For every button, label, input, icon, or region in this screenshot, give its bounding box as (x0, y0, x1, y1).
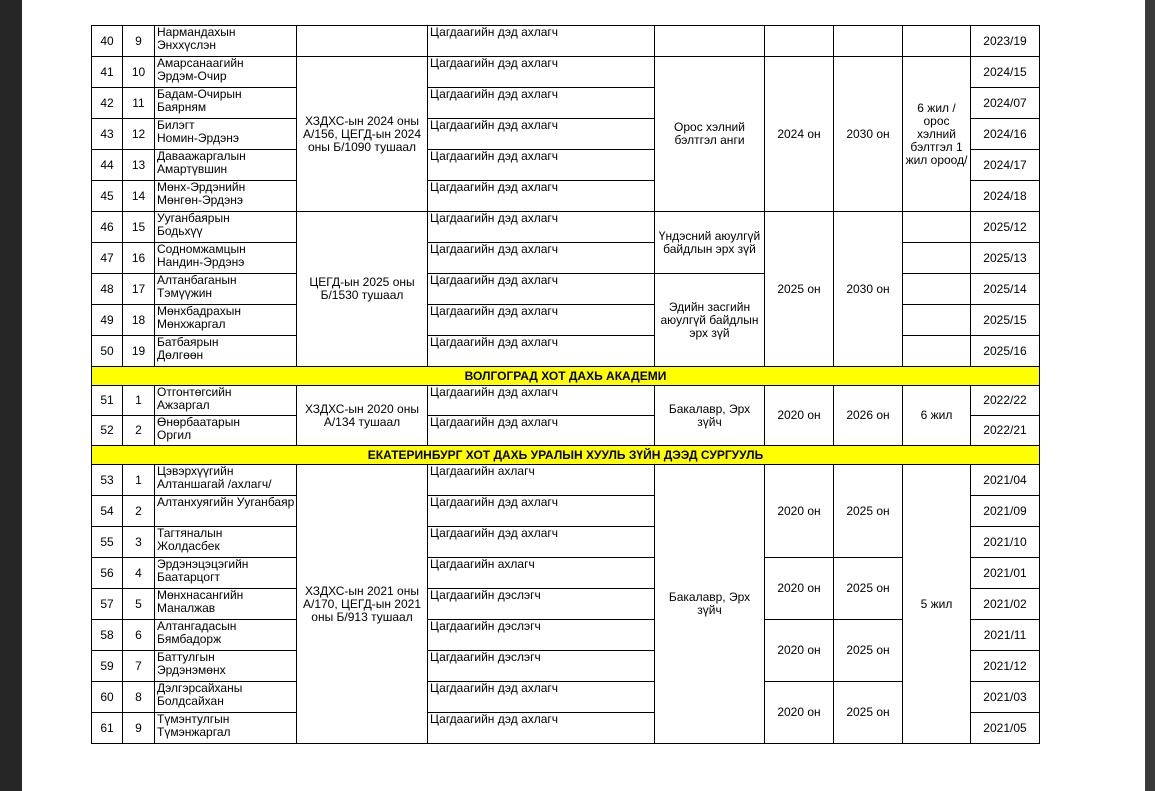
document-page (22, 0, 1145, 791)
section-ekaterinburg: ЕКАТЕРИНБУРГ ХОТ ДАХЬ УРАЛЫН ХУУЛЬ ЗҮЙН ДЭЭД СУРГУУЛЬ (92, 446, 1040, 465)
section-header (92, 367, 1040, 386)
student-name (155, 496, 297, 527)
student-name (155, 181, 297, 212)
name-line: Баярням (157, 100, 207, 114)
name-line: Эрдэм-Очир (157, 69, 227, 83)
row-number: 43 (92, 119, 123, 150)
program-ekaterinburg: Бакалавр, Эрх зүйч (655, 465, 765, 744)
code-cell: 2024/18 (971, 181, 1040, 212)
name-line: Болдсайхан (157, 694, 224, 708)
name-line: Түмэнтулгын (157, 712, 230, 726)
name-line: Нандин-Эрдэнэ (157, 255, 245, 269)
end-2025: 2030 он (834, 212, 903, 367)
name-line: Мөнхбадрахын (157, 304, 242, 318)
student-name (155, 620, 297, 651)
duration-cell (903, 274, 971, 305)
rank-cell: Цагдаагийн дэд ахлагч (428, 713, 655, 744)
program-2025-b: Эдийн засгийн аюулгүй байдлын эрх зүй (655, 274, 765, 367)
group-index: 7 (123, 651, 155, 682)
viewer-scrollbar[interactable] (1145, 0, 1155, 791)
student-name (155, 119, 297, 150)
rank-cell: Цагдаагийн дэслэгч (428, 651, 655, 682)
group-index: 18 (123, 305, 155, 336)
row-number: 47 (92, 243, 123, 274)
group-index: 11 (123, 88, 155, 119)
row-number: 40 (92, 26, 123, 57)
rank-cell: Цагдаагийн дэд ахлагч (428, 212, 655, 243)
code-cell: 2024/17 (971, 150, 1040, 181)
row-number: 55 (92, 527, 123, 558)
code-cell: 2024/16 (971, 119, 1040, 150)
group-index: 6 (123, 620, 155, 651)
table-row (92, 465, 1040, 496)
name-line: Мөнхжаргал (157, 317, 226, 331)
start-ekaterinburg: 2020 он (765, 620, 834, 682)
start-cell (765, 26, 834, 57)
student-name (155, 243, 297, 274)
code-cell: 2021/11 (971, 620, 1040, 651)
group-index: 2 (123, 416, 155, 446)
name-line: Батбаярын (157, 335, 219, 349)
student-name (155, 57, 297, 88)
decree-ekaterinburg: ХЗДХС-ын 2021 оны А/170, ЦЕГД-ын 2021 оны Б/913 тушаал (297, 465, 428, 744)
end-ekaterinburg: 2025 он (834, 620, 903, 682)
name-line: Жолдасбек (157, 539, 220, 553)
code-cell: 2021/05 (971, 713, 1040, 744)
rank-cell: Цагдаагийн дэд ахлагч (428, 274, 655, 305)
row-number: 50 (92, 336, 123, 367)
group-index: 16 (123, 243, 155, 274)
table-row (92, 682, 1040, 713)
group-index: 13 (123, 150, 155, 181)
start-ekaterinburg: 2020 он (765, 558, 834, 620)
student-table (91, 25, 1040, 744)
student-name (155, 305, 297, 336)
duration-cell (903, 212, 971, 243)
rank-cell: Цагдаагийн дэслэгч (428, 589, 655, 620)
code-cell: 2021/10 (971, 527, 1040, 558)
row-number: 44 (92, 150, 123, 181)
row-number: 57 (92, 589, 123, 620)
group-index: 19 (123, 336, 155, 367)
section-header (92, 446, 1040, 465)
name-line: Билэгт (157, 118, 195, 132)
student-name (155, 527, 297, 558)
name-line: Дэлгэрсайханы (157, 681, 243, 695)
code-cell: 2021/03 (971, 682, 1040, 713)
student-name (155, 651, 297, 682)
table-row (92, 57, 1040, 88)
decree-volgograd: ХЗДХС-ын 2020 оны А/134 тушаал (297, 386, 428, 446)
group-index: 8 (123, 682, 155, 713)
name-line: Мөнгөн-Эрдэнэ (157, 193, 244, 207)
start-ekaterinburg: 2020 он (765, 682, 834, 744)
name-line: Ажзаргал (157, 398, 210, 412)
row-number: 53 (92, 465, 123, 496)
row-number: 58 (92, 620, 123, 651)
rank-cell: Цагдаагийн дэд ахлагч (428, 243, 655, 274)
name-line: Бадам-Очирын (157, 87, 242, 101)
name-line: Алтанхуягийн Ууганбаяр (157, 495, 295, 509)
name-line: Бодьхүү (157, 224, 203, 238)
name-line: Эрдэнэмөнх (157, 663, 226, 677)
duration-volgograd: 6 жил (903, 386, 971, 446)
decree-2024: ХЗДХС-ын 2024 оны А/156, ЦЕГД-ын 2024 оны Б/1090 тушаал (297, 57, 428, 212)
rank-cell: Цагдаагийн ахлагч (428, 558, 655, 589)
group-index: 1 (123, 465, 155, 496)
rank-cell: Цагдаагийн дэд ахлагч (428, 336, 655, 367)
duration-cell (903, 243, 971, 274)
rank-cell: Цагдаагийн дэд ахлагч (428, 88, 655, 119)
name-line: Баатарцогт (157, 570, 220, 584)
group-index: 9 (123, 26, 155, 57)
name-line: Цэвэрхүүгийн (157, 464, 234, 478)
student-name (155, 713, 297, 744)
start-volgograd: 2020 он (765, 386, 834, 446)
rank-cell: Цагдаагийн дэслэгч (428, 620, 655, 651)
name-line: Баттулгын (157, 650, 215, 664)
program-2025-a: Үндэсний аюулгүй байдлын эрх зүй (655, 212, 765, 274)
program-cell (655, 26, 765, 57)
student-name (155, 589, 297, 620)
group-index: 4 (123, 558, 155, 589)
duration-cell (903, 26, 971, 57)
group-index: 9 (123, 713, 155, 744)
row-number: 45 (92, 181, 123, 212)
decree-2025: ЦЕГД-ын 2025 оны Б/1530 тушаал (297, 212, 428, 367)
code-cell: 2022/22 (971, 386, 1040, 416)
section-volgograd: ВОЛГОГРАД ХОТ ДАХЬ АКАДЕМИ (92, 367, 1040, 386)
row-number: 41 (92, 57, 123, 88)
rank-cell: Цагдаагийн дэд ахлагч (428, 682, 655, 713)
rank-cell: Цагдаагийн дэд ахлагч (428, 150, 655, 181)
name-line: Алтаншагай /ахлагч/ (157, 477, 272, 491)
duration-2024: 6 жил /орос хэлний бэлтгэл 1 жил ороод/ (903, 57, 971, 212)
group-index: 14 (123, 181, 155, 212)
group-index: 17 (123, 274, 155, 305)
name-line: Алтанбаганын (157, 273, 237, 287)
row-number: 60 (92, 682, 123, 713)
row-number: 56 (92, 558, 123, 589)
code-cell: 2025/12 (971, 212, 1040, 243)
table-row (92, 212, 1040, 243)
code-cell: 2025/15 (971, 305, 1040, 336)
program-2024: Орос хэлний бэлтгэл анги (655, 57, 765, 212)
student-name (155, 336, 297, 367)
student-name (155, 88, 297, 119)
name-line: Мөнхнасангийн (157, 588, 244, 602)
rank-cell: Цагдаагийн дэд ахлагч (428, 305, 655, 336)
table-row (92, 26, 1040, 57)
student-name (155, 150, 297, 181)
group-index: 2 (123, 496, 155, 527)
rank-cell: Цагдаагийн дэд ахлагч (428, 496, 655, 527)
student-name (155, 465, 297, 496)
name-line: Эрдэнэцэцэгийн (157, 557, 249, 571)
group-index: 1 (123, 386, 155, 416)
duration-ekaterinburg: 5 жил (903, 465, 971, 744)
row-number: 42 (92, 88, 123, 119)
rank-cell: Цагдаагийн дэд ахлагч (428, 386, 655, 416)
code-cell: 2022/21 (971, 416, 1040, 446)
rank-cell: Цагдаагийн дэд ахлагч (428, 416, 655, 446)
name-line: Дөлгөөн (157, 348, 204, 362)
code-cell: 2025/16 (971, 336, 1040, 367)
group-index: 3 (123, 527, 155, 558)
group-index: 15 (123, 212, 155, 243)
name-line: Маналжав (157, 601, 216, 615)
end-volgograd: 2026 он (834, 386, 903, 446)
row-number: 48 (92, 274, 123, 305)
code-cell: 2024/15 (971, 57, 1040, 88)
table-row (92, 620, 1040, 651)
code-cell: 2023/19 (971, 26, 1040, 57)
row-number: 51 (92, 386, 123, 416)
student-name (155, 26, 297, 57)
row-number: 59 (92, 651, 123, 682)
row-number: 49 (92, 305, 123, 336)
student-name (155, 274, 297, 305)
name-line: Даваажаргалын (157, 149, 246, 163)
code-cell: 2021/09 (971, 496, 1040, 527)
rank-cell: Цагдаагийн дэд ахлагч (428, 57, 655, 88)
student-name (155, 386, 297, 416)
start-2024: 2024 он (765, 57, 834, 212)
start-2025: 2025 он (765, 212, 834, 367)
code-cell: 2021/04 (971, 465, 1040, 496)
name-line: Тэмүүжин (157, 286, 213, 300)
end-2024: 2030 он (834, 57, 903, 212)
name-line: Тагтяналын (157, 526, 223, 540)
start-ekaterinburg: 2020 он (765, 465, 834, 558)
table-row (92, 386, 1040, 416)
name-line: Оргил (157, 428, 192, 442)
name-line: Бямбадорж (157, 632, 222, 646)
end-ekaterinburg: 2025 он (834, 465, 903, 558)
name-line: Түмэнжаргал (157, 725, 231, 739)
code-cell: 2025/14 (971, 274, 1040, 305)
program-volgograd: Бакалавр, Эрх зүйч (655, 386, 765, 446)
table-row (92, 558, 1040, 589)
name-line: Отгонтөгсийн (157, 385, 232, 399)
name-line: Номин-Эрдэнэ (157, 131, 239, 145)
group-index: 12 (123, 119, 155, 150)
code-cell: 2021/01 (971, 558, 1040, 589)
code-cell: 2024/07 (971, 88, 1040, 119)
rank-cell: Цагдаагийн дэд ахлагч (428, 527, 655, 558)
rank-cell: Цагдаагийн дэд ахлагч (428, 26, 655, 57)
row-number: 54 (92, 496, 123, 527)
row-number: 46 (92, 212, 123, 243)
decree-cell (297, 26, 428, 57)
group-index: 10 (123, 57, 155, 88)
end-ekaterinburg: 2025 он (834, 682, 903, 744)
row-number: 52 (92, 416, 123, 446)
name-line: Мөнх-Эрдэнийн (157, 180, 246, 194)
duration-cell (903, 305, 971, 336)
code-cell: 2021/02 (971, 589, 1040, 620)
duration-cell (903, 336, 971, 367)
student-name (155, 682, 297, 713)
name-line: Энххүслэн (157, 38, 217, 52)
code-cell: 2021/12 (971, 651, 1040, 682)
row-number: 61 (92, 713, 123, 744)
code-cell: 2025/13 (971, 243, 1040, 274)
rank-cell: Цагдаагийн дэд ахлагч (428, 119, 655, 150)
end-cell (834, 26, 903, 57)
student-name (155, 416, 297, 446)
student-name (155, 558, 297, 589)
name-line: Алтангадасын (157, 619, 237, 633)
student-name (155, 212, 297, 243)
end-ekaterinburg: 2025 он (834, 558, 903, 620)
name-line: Ууганбаярын (157, 211, 230, 225)
name-line: Содномжамцын (157, 242, 246, 256)
rank-cell: Цагдаагийн ахлагч (428, 465, 655, 496)
rank-cell: Цагдаагийн дэд ахлагч (428, 181, 655, 212)
name-line: Амартүвшин (157, 162, 228, 176)
group-index: 5 (123, 589, 155, 620)
name-line: Өнөрбаатарын (157, 415, 240, 429)
name-line: Нармандахын (157, 25, 236, 39)
name-line: Амарсанаагийн (157, 56, 244, 70)
